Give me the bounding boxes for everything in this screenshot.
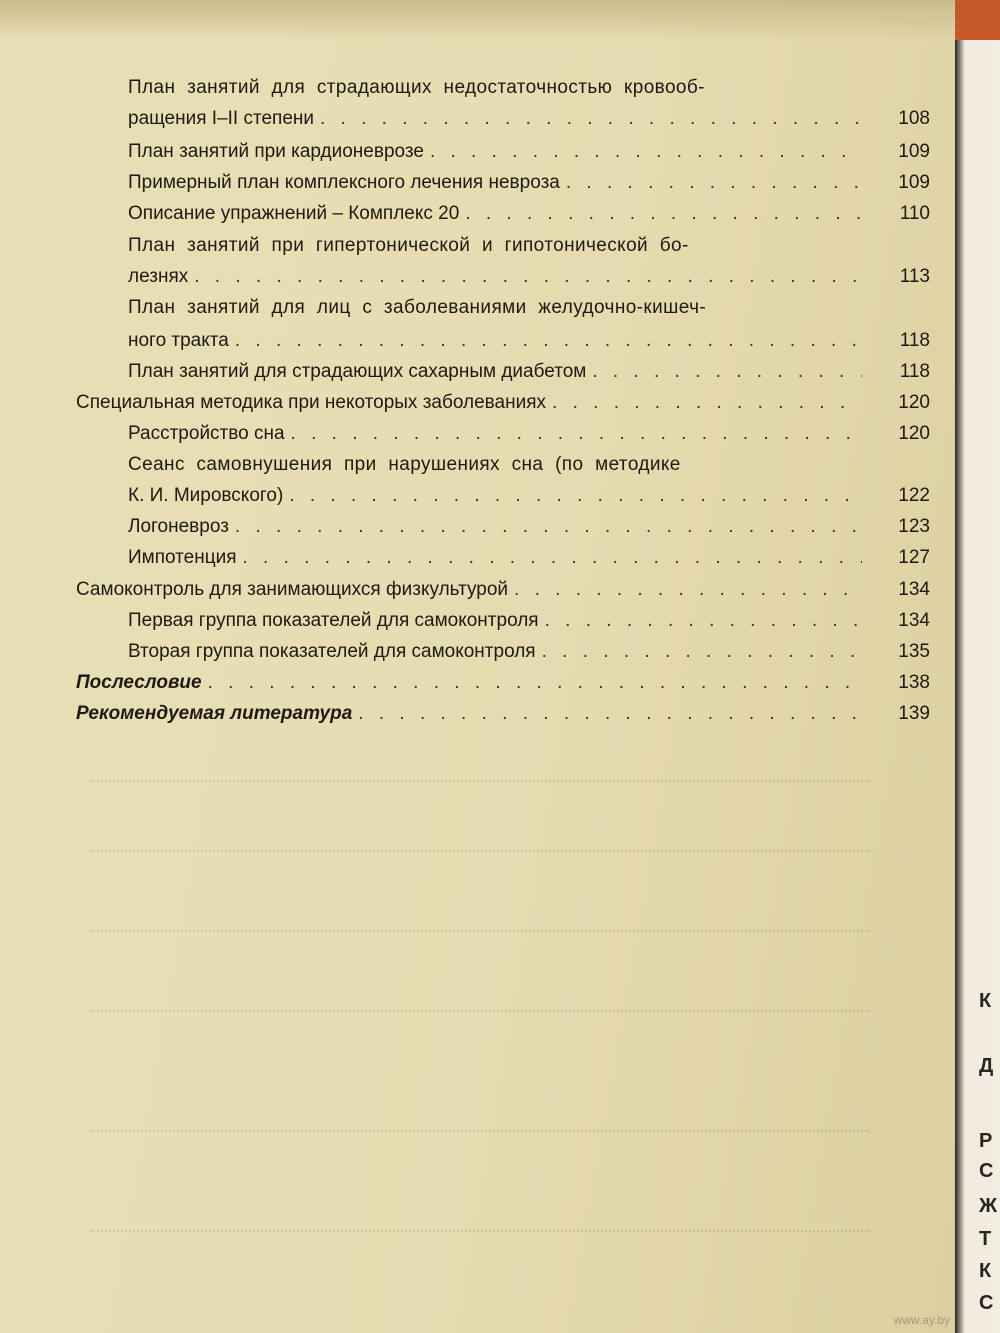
leader-dots (235, 516, 862, 538)
toc-entry-title: ного тракта (128, 330, 229, 351)
side-letter: С (979, 1160, 994, 1182)
bleed-through (90, 850, 870, 862)
leader-dots (194, 266, 862, 288)
leader-dots (208, 672, 862, 694)
toc-page-number: 120 (898, 423, 930, 444)
toc-entry-title: Сеанс самовнушения при нарушениях сна (по методике (128, 454, 681, 475)
toc-page-number: 138 (898, 672, 930, 693)
toc-page-number: 134 (898, 610, 930, 631)
adjacent-page-edge (955, 0, 1000, 1333)
leader-dots (542, 641, 862, 663)
bleed-through (90, 1010, 870, 1022)
bleed-through (90, 780, 870, 792)
toc-page-number: 139 (898, 703, 930, 724)
toc-page-number: 109 (898, 172, 930, 193)
leader-dots (545, 610, 862, 632)
toc-entry-title: План занятий при гипертонической и гипотонической бо- (128, 235, 689, 256)
leader-dots (243, 547, 863, 569)
toc-page-number: 123 (898, 516, 930, 537)
watermark: www.ay.by (893, 1313, 950, 1327)
bleed-through (90, 1230, 870, 1242)
leader-dots (430, 141, 862, 163)
toc-entry-title: лезнях (128, 266, 189, 287)
toc-entry-title: Рекомендуемая литература (76, 703, 353, 724)
toc-page-number: 122 (898, 485, 930, 506)
toc-entry-title: План занятий для страдающих сахарным диабетом (128, 361, 587, 382)
toc-entry-title: План занятий при кардионеврозе (128, 141, 424, 162)
toc-entry-title: Описание упражнений – Комплекс 20 (128, 203, 460, 224)
leader-dots (465, 203, 862, 225)
toc-entry-title: Специальная методика при некоторых заболеваниях (76, 392, 547, 413)
leader-dots (289, 485, 862, 507)
toc-entry-title: Вторая группа показателей для самоконтроля (128, 641, 536, 662)
toc-entry-title: Послесловие (76, 672, 202, 693)
leader-dots (358, 703, 862, 725)
side-letter: Д (979, 1055, 994, 1077)
side-letter: С (979, 1292, 994, 1314)
page-top-shadow (0, 0, 955, 40)
leader-dots (320, 108, 862, 130)
leader-dots (235, 330, 862, 352)
toc-entry-title: Первая группа показателей для самоконтроля (128, 610, 539, 631)
leader-dots (291, 423, 862, 445)
toc-page-number: 108 (898, 108, 930, 129)
bleed-through (90, 1130, 870, 1142)
toc-entry-title: К. И. Мировского) (128, 485, 284, 506)
leader-dots (566, 172, 862, 194)
bleed-through (90, 930, 870, 942)
leader-dots (514, 579, 862, 601)
side-letter: Ж (979, 1195, 998, 1217)
toc-entry-title: Расстройство сна (128, 423, 285, 444)
toc-page-number: 127 (898, 547, 930, 568)
cover-edge (955, 0, 1000, 40)
leader-dots (592, 361, 862, 383)
toc-page-number: 135 (898, 641, 930, 662)
toc-page-number: 120 (898, 392, 930, 413)
toc-page-number: 118 (899, 361, 930, 382)
toc-entry-title: Импотенция (128, 547, 237, 568)
side-letter: Р (979, 1130, 993, 1152)
toc-page-number: 134 (898, 579, 930, 600)
toc-page-number: 109 (898, 141, 930, 162)
toc-entry-title: Логоневроз (128, 516, 229, 537)
side-letter: К (979, 990, 992, 1012)
side-letter: Т (979, 1228, 992, 1250)
side-letter: К (979, 1260, 992, 1282)
toc-entry-title: План занятий для лиц с заболеваниями желудочно-кишеч- (128, 297, 707, 318)
toc-page-number: 110 (899, 203, 930, 224)
toc-page-number: 118 (899, 330, 930, 351)
toc-page-number: 113 (899, 266, 930, 287)
toc-entry-title: Самоконтроль для занимающихся физкультурой (76, 579, 509, 600)
toc-entry-title: План занятий для страдающих недостаточностью кровооб- (128, 77, 705, 98)
toc-entry-title: Примерный план комплексного лечения невроза (128, 172, 560, 193)
toc-entry-title: ращения I–II степени (128, 108, 314, 129)
leader-dots (552, 392, 862, 414)
